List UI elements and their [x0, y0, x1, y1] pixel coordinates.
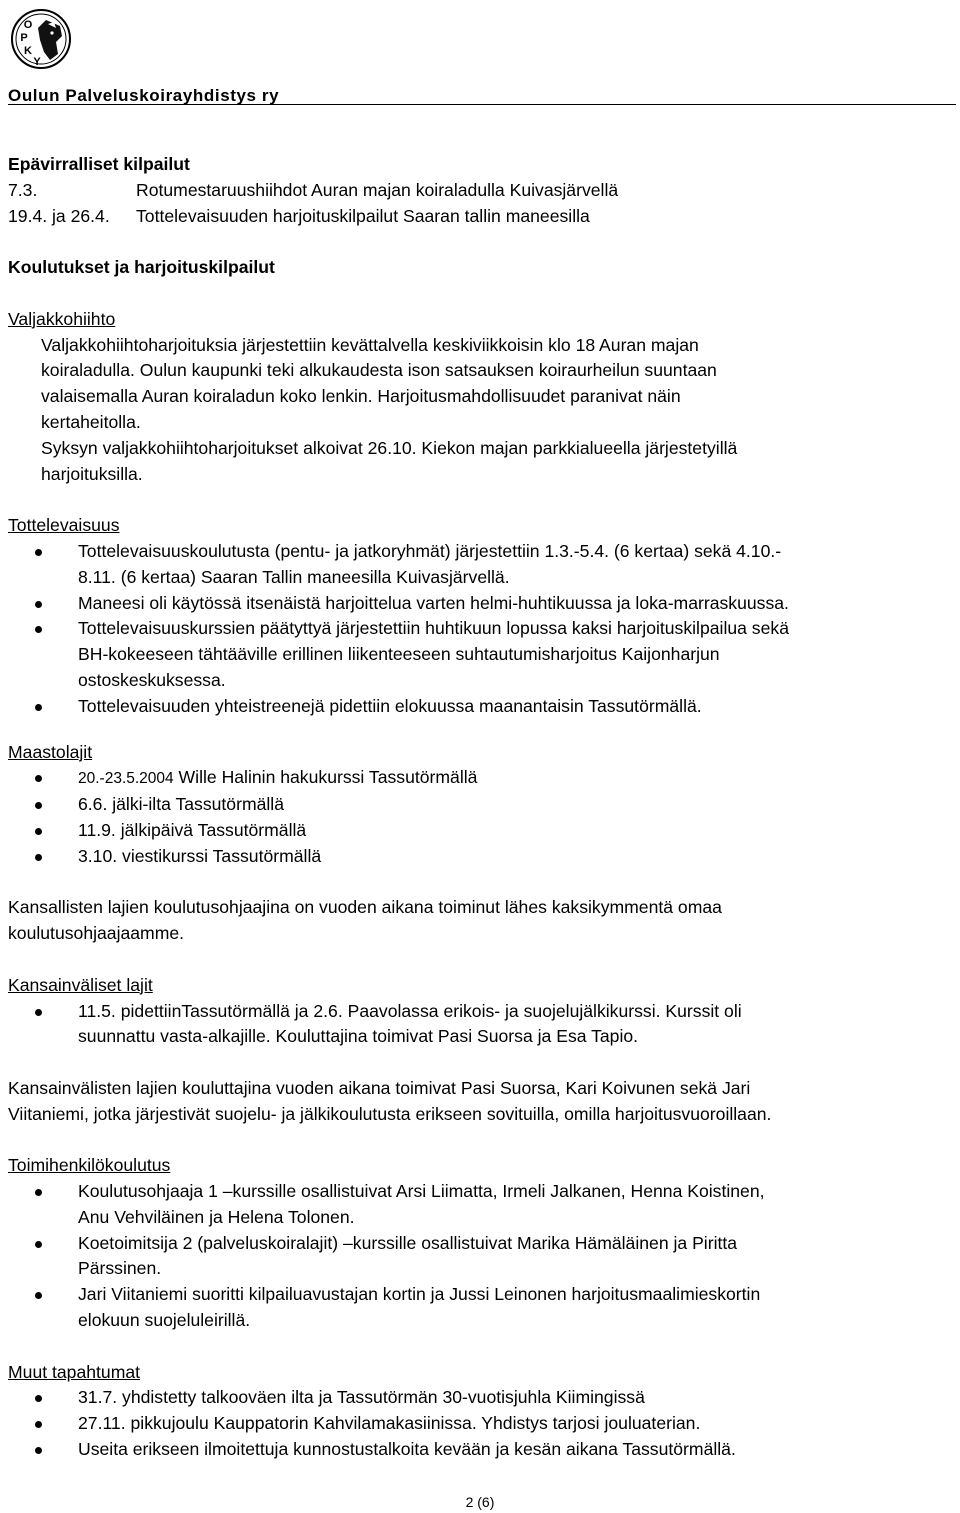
list-item: Useita erikseen ilmoitettuja kunnostustalkoita kevään ja kesän aikana Tassutörmällä. [8, 1437, 956, 1463]
spacer [8, 947, 956, 973]
other-events-list [8, 1385, 956, 1462]
list-item: 31.7. yhdistetty talkooväen ilta ja Tassutörmän 30-vuotisjuhla Kiimingissä [8, 1385, 956, 1411]
item-line: Pärssinen. [78, 1258, 162, 1279]
item-line: suunnattu vasta-alkajille. Kouluttajina toimivat Pasi Suorsa ja Esa Tapio. [78, 1026, 639, 1047]
event-text: 6.6. jälki-ilta Tassutörmällä [78, 794, 284, 815]
item-line: Tottelevaisuuskurssien päätyttyä järjestettiin huhtikuun lopussa kaksi harjoituskilpailua sekä [78, 618, 789, 639]
skijoring-paragraph [8, 333, 956, 488]
spacer [8, 281, 956, 307]
obedience-heading: Tottelevaisuus [8, 515, 120, 536]
logo-letter-p: P [20, 32, 28, 44]
list-item: 27.11. pikkujoulu Kauppatorin Kahvilamakasiinissa. Yhdistys tarjosi jouluaterian. [8, 1411, 956, 1437]
organization-name: Oulun Palveluskoirayhdistys ry [8, 86, 280, 105]
item-line: Koulutusohjaaja 1 –kurssille osallistuivat Arsi Liimatta, Irmeli Jalkanen, Henna Koistinen, [78, 1181, 765, 1202]
report-body [8, 152, 956, 1463]
paragraph-line: Syksyn valjakkohiihtoharjoitukset alkoivat 26.10. Kiekon majan parkkialueella järjestetyillä [41, 437, 738, 458]
page-number: 2 (6) [465, 1494, 495, 1510]
list-item [8, 792, 956, 818]
paragraph-line: harjoituksilla. [41, 463, 143, 484]
logo-letter-k: K [24, 45, 32, 57]
obedience-list [8, 539, 956, 720]
item-line: Tottelevaisuuskoulutusta (pentu- ja jatkoryhmät) järjestettiin 1.3.-5.4. (6 kertaa) sekä 4.10.- [78, 540, 782, 561]
item-line: Anu Vehviläinen ja Helena Tolonen. [78, 1206, 355, 1227]
field-sports-list [8, 765, 956, 869]
item-line: elokuun suojeluleirillä. [78, 1310, 251, 1331]
unofficial-competitions-heading: Epävirralliset kilpailut [8, 154, 190, 174]
item-line: 11.5. pidettiinTassutörmällä ja 2.6. Paavolassa erikois- ja suojelujälkikurssi. Kurssit oli [78, 1000, 742, 1021]
item-line: 8.11. (6 kertaa) Saaran Tallin maneesilla Kuivasjärvellä. [78, 566, 510, 587]
paragraph-line: Viitaniemi, jotka järjestivät suojelu- ja jälkikoulutusta erikseen sovituilla, omilla harjoitusvuoroillaan. [8, 1103, 772, 1124]
international-heading: Kansainväliset lajit [8, 974, 153, 995]
officials-list [8, 1179, 956, 1334]
logo-letter-y: Y [33, 56, 41, 68]
paragraph-line: Valjakkohiihtoharjoituksia järjestettiin kevättalvella keskiviikkoisin klo 18 Auran majan [41, 334, 699, 355]
list-item [8, 539, 956, 591]
list-item [8, 1231, 956, 1283]
club-logo [10, 6, 72, 72]
header-divider [8, 104, 956, 105]
paragraph-line: Kansainvälisten lajien kouluttajina vuoden aikana toimivat Pasi Suorsa, Kari Koivunen sekä Jari [8, 1077, 751, 1098]
training-heading: Koulutukset ja harjoituskilpailut [8, 257, 275, 278]
event-text: 11.9. jälkipäivä Tassutörmällä [78, 819, 307, 840]
spacer [8, 1127, 956, 1153]
event-date: 19.4. ja 26.4. [8, 205, 110, 226]
event-text: 3.10. viestikurssi Tassutörmällä [78, 845, 322, 866]
list-item [8, 616, 956, 693]
event-text: Wille Halinin hakukurssi Tassutörmällä [173, 767, 478, 788]
list-item [8, 1179, 956, 1231]
list-item [8, 591, 956, 617]
unofficial-row [8, 178, 956, 204]
logo-letter-o: O [23, 19, 33, 31]
event-date: 20.-23.5.2004 [78, 770, 174, 788]
list-item [8, 844, 956, 870]
item-line: Maneesi oli käytössä itsenäistä harjoittelua varten helmi-huhtikuussa ja loka-marraskuussa. [78, 592, 789, 613]
international-list [8, 999, 956, 1051]
item-line: Koetoimitsija 2 (palveluskoiralajit) –kurssille osallistuivat Marika Hämäläinen ja Piritta [78, 1232, 738, 1253]
list-item [8, 1282, 956, 1334]
list-item [8, 694, 956, 720]
list-item [8, 818, 956, 844]
event-text: Rotumestaruushiihdot Auran majan koiraladulla Kuivasjärvellä [136, 179, 619, 200]
other-events-heading: Muut tapahtumat [8, 1361, 141, 1382]
skijoring-heading: Valjakkohiihto [8, 308, 116, 329]
item-line: BH-kokeeseen tähtääville erillinen liikenteeseen suhtautumisharjoitus Kaijonharjun [78, 644, 720, 665]
list-item [8, 765, 956, 792]
page-header [8, 6, 956, 104]
item-line: Tottelevaisuuden yhteistreenejä pidettiin elokuussa maanantaisin Tassutörmällä. [78, 695, 702, 716]
paragraph-line: valaisemalla Auran koiraladun koko lenkin. Harjoitusmahdollisuudet paranivat näin [41, 386, 681, 407]
spacer [8, 720, 956, 740]
field-sports-heading: Maastolajit [8, 741, 93, 762]
list-item [8, 999, 956, 1051]
event-text: Tottelevaisuuden harjoituskilpailut Saaran tallin maneesilla [136, 205, 590, 226]
item-line: Jari Viitaniemi suoritti kilpailuavustajan kortin ja Jussi Leinonen harjoitusmaalimieskortin [78, 1284, 761, 1305]
spacer [8, 1334, 956, 1360]
event-date: 7.3. [8, 179, 38, 200]
spacer [8, 487, 956, 513]
paragraph-line: koulutusohjaajaamme. [8, 923, 185, 944]
paragraph-line: kertaheitolla. [41, 411, 141, 432]
paragraph-line: koiraladulla. Oulun kaupunki teki alkukaudesta ison satsauksen koiraurheilun suuntaan [41, 360, 717, 381]
spacer [8, 229, 956, 255]
paragraph-line: Kansallisten lajien koulutusohjaajina on vuoden aikana toiminut lähes kaksikymmentä omaa [8, 897, 722, 918]
item-line: ostoskeskuksessa. [78, 669, 226, 690]
spacer [8, 1050, 956, 1076]
officials-heading: Toimihenkilökoulutus [8, 1155, 171, 1176]
spacer [8, 870, 956, 896]
unofficial-row [8, 204, 956, 230]
